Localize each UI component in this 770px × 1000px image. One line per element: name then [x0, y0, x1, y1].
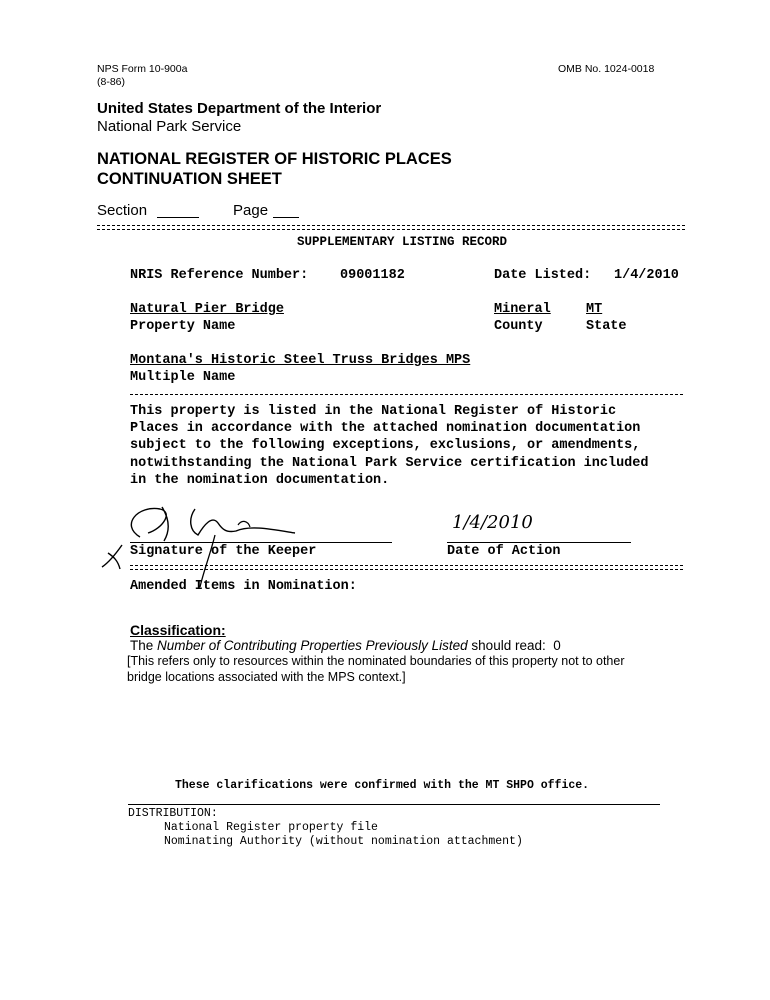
date-of-action-label: Date of Action	[447, 544, 561, 559]
classification-note: [This refers only to resources within the nominated boundaries of this property not to other	[127, 654, 625, 668]
form-number: NPS Form 10-900a	[97, 63, 188, 75]
multiple-name-label: Multiple Name	[130, 370, 236, 385]
page-subtitle: CONTINUATION SHEET	[97, 170, 282, 188]
nris-value: 09001182	[340, 268, 405, 283]
state-label: State	[586, 319, 627, 334]
page-blank	[273, 217, 299, 218]
dashed-divider	[130, 394, 683, 395]
handwritten-date: 1/4/2010	[452, 512, 533, 533]
date-listed-label: Date Listed:	[494, 268, 592, 283]
county-label: County	[494, 319, 543, 334]
statement-line: Places in accordance with the attached nomination documentation	[130, 421, 641, 436]
section-label: Section	[97, 202, 148, 219]
signature-line	[130, 542, 392, 543]
statement-line: subject to the following exceptions, exclusions, or amendments,	[130, 438, 641, 453]
property-name-value: Natural Pier Bridge	[130, 302, 284, 317]
state-value: MT	[586, 302, 603, 317]
classification-field-name: Number of Contributing Properties Previously Listed	[157, 638, 468, 653]
classification-prefix: The	[130, 638, 158, 653]
record-heading: SUPPLEMENTARY LISTING RECORD	[297, 235, 508, 249]
page-label: Page	[233, 202, 269, 219]
signature-label: Signature of the Keeper	[130, 544, 317, 559]
statement-line: This property is listed in the National Register of Historic	[130, 404, 617, 419]
county-value: Mineral	[494, 302, 551, 317]
distribution-item: National Register property file	[164, 821, 378, 834]
amended-items-label: Amended Items in Nomination:	[130, 579, 357, 594]
classification-value: should read: 0	[467, 638, 561, 653]
statement-line: notwithstanding the National Park Service certification included	[130, 456, 649, 471]
distribution-divider	[128, 804, 660, 805]
agency-name: National Park Service	[97, 118, 242, 135]
distribution-item: Nominating Authority (without nomination attachment)	[164, 835, 523, 848]
section-blank	[157, 217, 199, 218]
date-listed-value: 1/4/2010	[614, 268, 679, 283]
form-date: (8-86)	[97, 76, 126, 88]
clarification-note: These clarifications were confirmed with the MT SHPO office.	[175, 779, 590, 792]
nris-label: NRIS Reference Number:	[130, 268, 309, 283]
double-divider	[97, 225, 685, 230]
omb-number: OMB No. 1024-0018	[558, 63, 655, 75]
classification-heading: Classification:	[130, 622, 226, 638]
date-of-action-line	[447, 542, 631, 543]
page-title: NATIONAL REGISTER OF HISTORIC PLACES	[97, 150, 452, 168]
double-divider-2	[130, 565, 683, 570]
multiple-name-value: Montana's Historic Steel Truss Bridges MPS	[130, 353, 471, 368]
distribution-label: DISTRIBUTION:	[128, 807, 218, 820]
property-name-label: Property Name	[130, 319, 236, 334]
statement-line: in the nomination documentation.	[130, 473, 390, 488]
department-name: United States Department of the Interior	[97, 100, 382, 117]
classification-note: bridge locations associated with the MPS context.]	[127, 670, 406, 684]
classification-line	[130, 638, 561, 653]
